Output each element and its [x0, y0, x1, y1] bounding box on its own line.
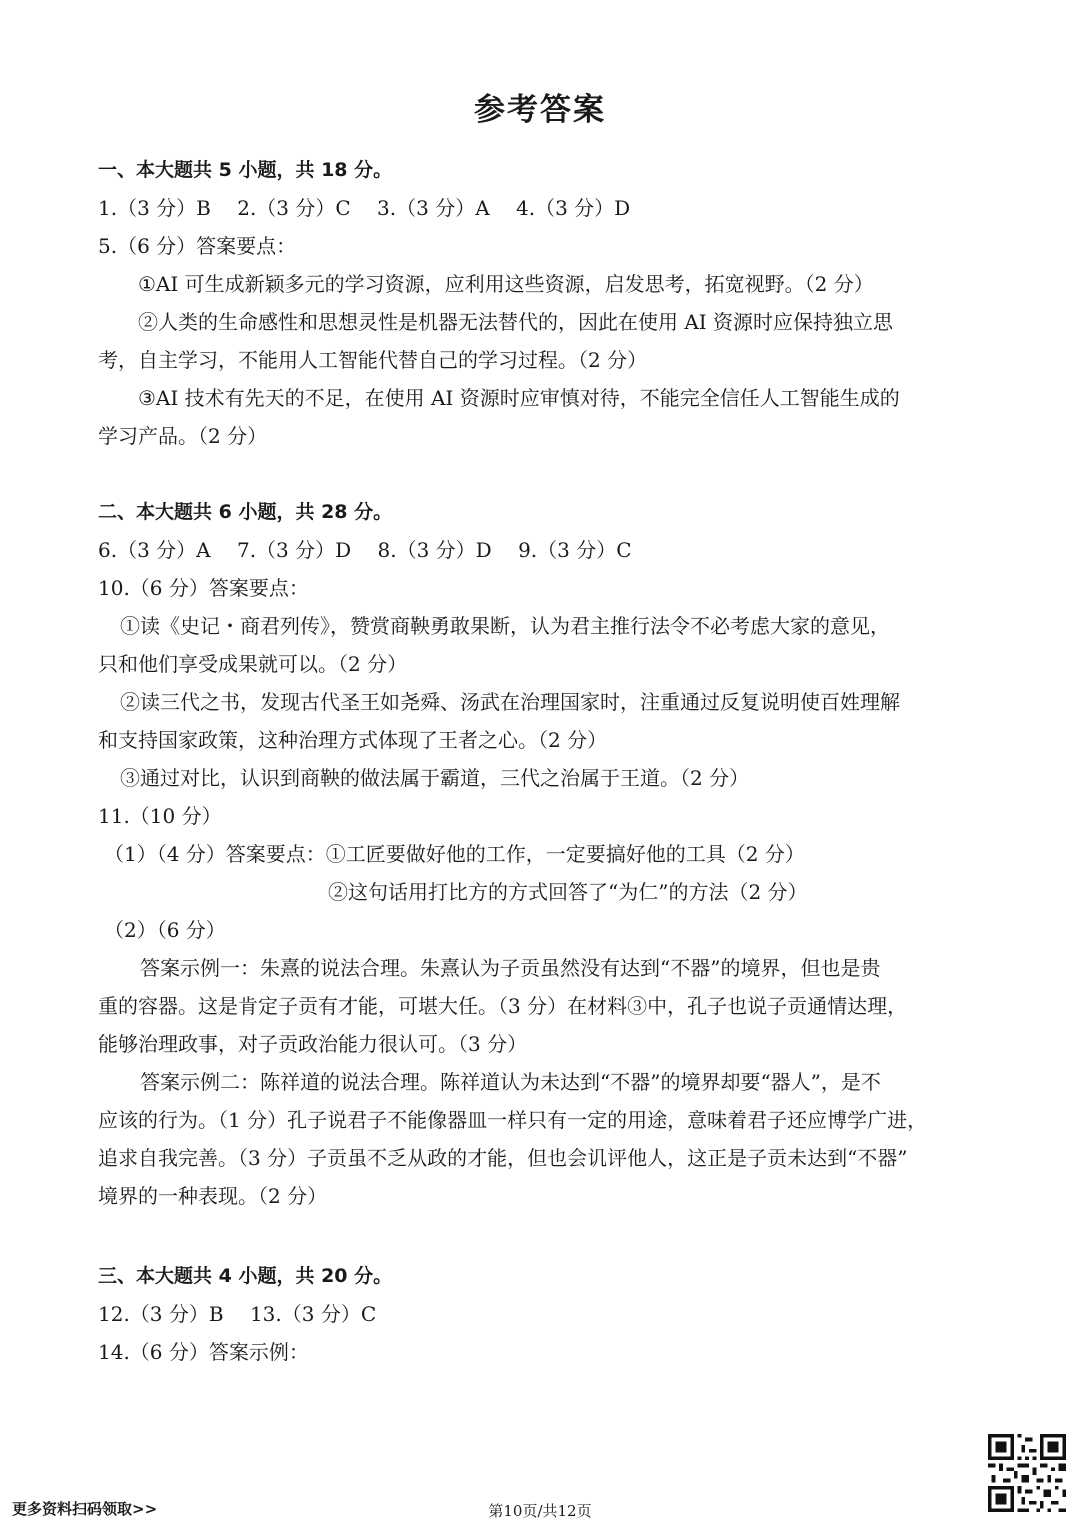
answer-line: ②读三代之书，发现古代圣王如尧舜、汤武在治理国家时，注重通过反复说明使百姓理解 [120, 690, 900, 714]
section-heading-1: 一、本大题共 5 小题，共 18 分。 [98, 159, 393, 181]
answer-line: 重的容器。这是肯定子贡有才能，可堪大任。（3 分）在材料③中，孔子也说子贡通情达理， [98, 994, 908, 1018]
answer-line: ③通过对比，认识到商鞅的做法属于霸道，三代之治属于王道。（2 分） [120, 766, 750, 790]
answer-line: 1.（3 分）B 2.（3 分）C 3.（3 分）A 4.（3 分）D [98, 196, 631, 220]
section-heading-3: 三、本大题共 4 小题，共 20 分。 [98, 1265, 393, 1287]
page-number: 第10页/共12页 [488, 1502, 592, 1520]
answer-line: ①AI 可生成新颖多元的学习资源，应利用这些资源，启发思考，拓宽视野。（2 分） [138, 272, 874, 296]
answer-line: 12.（3 分）B 13.（3 分）C [98, 1302, 377, 1326]
answer-line: 14.（6 分）答案示例： [98, 1340, 309, 1364]
answer-line: 10.（6 分）答案要点： [98, 576, 309, 600]
answer-line: 境界的一种表现。（2 分） [98, 1184, 328, 1208]
answer-line: ③AI 技术有先天的不足，在使用 AI 资源时应审慎对待，不能完全信任人工智能生成的 [138, 386, 900, 410]
answer-line: 能够治理政事，对子贡政治能力很认可。（3 分） [98, 1032, 528, 1056]
answer-line: 考，自主学习，不能用人工智能代替自己的学习过程。（2 分） [98, 348, 648, 372]
answer-line: 追求自我完善。（3 分）子贡虽不乏从政的才能，但也会讥评他人，这正是子贡未达到“不器” [98, 1146, 908, 1170]
footer-promo-link[interactable]: 更多资料扫码领取>> [12, 1500, 158, 1518]
answer-line: 11.（10 分） [98, 804, 222, 828]
answer-line: 答案示例一：朱熹的说法合理。朱熹认为子贡虽然没有达到“不器”的境界，但也是贵 [140, 956, 881, 980]
answer-line: ②这句话用打比方的方式回答了“为仁”的方法（2 分） [328, 880, 808, 904]
answer-line: 学习产品。（2 分） [98, 424, 268, 448]
answer-line: ②人类的生命感性和思想灵性是机器无法替代的，因此在使用 AI 资源时应保持独立思 [138, 310, 894, 334]
answer-line: ①读《史记・商君列传》，赞赏商鞅勇敢果断，认为君主推行法令不必考虑大家的意见， [120, 614, 890, 638]
page-title: 参考答案 [474, 92, 606, 128]
answer-line: （1）（4 分）答案要点：①工匠要做好他的工作，一定要搞好他的工具（2 分） [104, 842, 805, 866]
section-heading-2: 二、本大题共 6 小题，共 28 分。 [98, 501, 393, 523]
answer-line: 5.（6 分）答案要点： [98, 234, 297, 258]
answer-line: （2）（6 分） [104, 918, 226, 942]
answer-line: 6.（3 分）A 7.（3 分）D 8.（3 分）D 9.（3 分）C [98, 538, 632, 562]
answer-line: 答案示例二：陈祥道的说法合理。陈祥道认为未达到“不器”的境界却要“器人”，是不 [140, 1070, 881, 1094]
answer-line: 只和他们享受成果就可以。（2 分） [98, 652, 408, 676]
answer-line: 和支持国家政策，这种治理方式体现了王者之心。（2 分） [98, 728, 608, 752]
answer-line: 应该的行为。（1 分）孔子说君子不能像器皿一样只有一定的用途，意味着君子还应博学广进， [98, 1108, 928, 1132]
